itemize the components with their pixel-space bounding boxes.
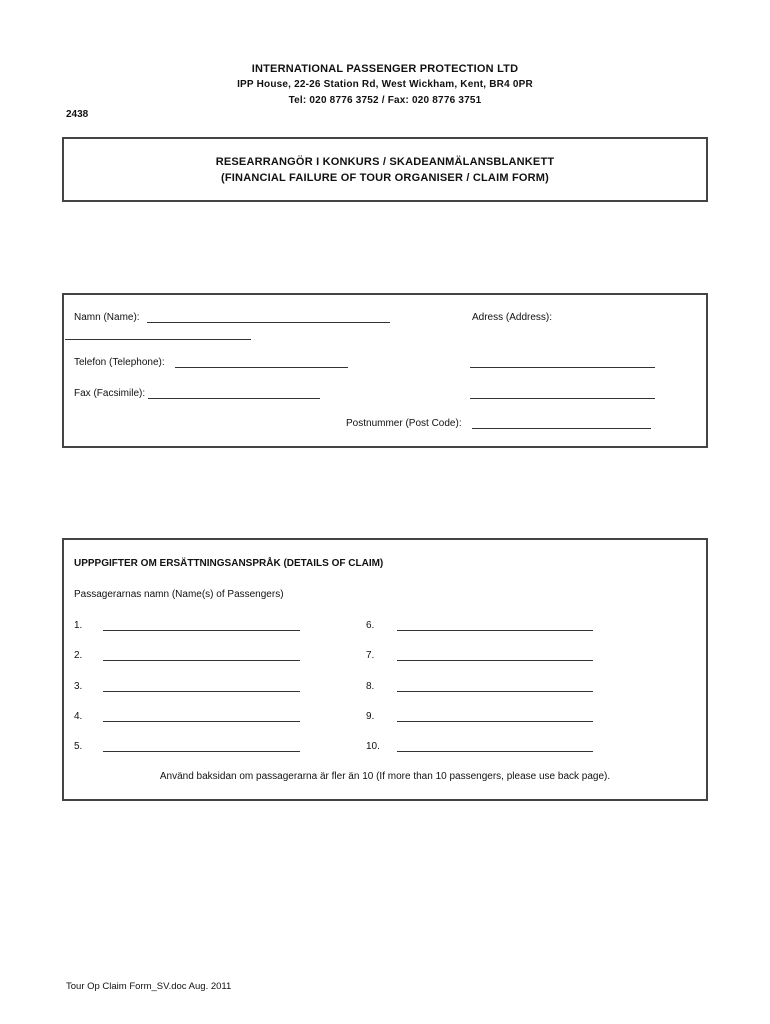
form-title-swedish: RESEARRANGÖR I KONKURS / SKADEANMÄLANSBLANKETT — [215, 156, 555, 168]
passenger-number: 1. — [74, 620, 83, 631]
passenger-name-field[interactable] — [397, 651, 593, 661]
back-page-note: Använd baksidan om passagerarna är fler än 10 (If more than 10 passengers, please use back page). — [159, 771, 611, 782]
passenger-number: 3. — [74, 681, 83, 692]
passenger-name-field[interactable] — [397, 621, 593, 631]
name-field[interactable] — [147, 313, 390, 323]
passenger-name-field[interactable] — [103, 742, 300, 752]
fax-field[interactable] — [148, 389, 320, 399]
passenger-number: 10. — [366, 741, 380, 752]
passenger-name-field[interactable] — [397, 712, 593, 722]
passenger-name-field[interactable] — [397, 742, 593, 752]
passenger-number: 5. — [74, 741, 83, 752]
passenger-number: 8. — [366, 681, 375, 692]
passengers-label: Passagerarnas namn (Name(s) of Passengers) — [74, 589, 284, 600]
form-number: 2438 — [66, 109, 89, 120]
telephone-field[interactable] — [175, 358, 348, 368]
address-field-1[interactable] — [470, 358, 655, 368]
postcode-label: Postnummer (Post Code): — [346, 418, 462, 429]
passenger-number: 6. — [366, 620, 375, 631]
claim-section-heading: UPPPGIFTER OM ERSÄTTNINGSANSPRÅK (DETAILS OF CLAIM) — [74, 558, 384, 569]
footer-filename: Tour Op Claim Form_SV.doc Aug. 2011 — [66, 981, 232, 992]
passenger-number: 2. — [74, 650, 83, 661]
postcode-field[interactable] — [472, 419, 651, 429]
passenger-number: 9. — [366, 711, 375, 722]
passenger-number: 4. — [74, 711, 83, 722]
address-label: Adress (Address): — [472, 312, 553, 323]
passenger-name-field[interactable] — [103, 682, 300, 692]
passenger-name-field[interactable] — [103, 621, 300, 631]
address-field-2[interactable] — [470, 389, 655, 399]
claim-details-box — [62, 538, 708, 801]
passenger-name-field[interactable] — [103, 712, 300, 722]
form-title-english: (FINANCIAL FAILURE OF TOUR ORGANISER / CLAIM FORM) — [221, 172, 549, 184]
telephone-label: Telefon (Telephone): — [74, 357, 165, 368]
company-address: IPP House, 22-26 Station Rd, West Wickham, Kent, BR4 0PR — [237, 79, 533, 90]
name-field-continuation[interactable] — [65, 330, 251, 340]
passenger-name-field[interactable] — [103, 651, 300, 661]
company-contact: Tel: 020 8776 3752 / Fax: 020 8776 3751 — [288, 95, 482, 106]
fax-label: Fax (Facsimile): — [74, 388, 146, 399]
passenger-name-field[interactable] — [397, 682, 593, 692]
name-label: Namn (Name): — [74, 312, 140, 323]
company-name: INTERNATIONAL PASSENGER PROTECTION LTD — [251, 63, 519, 75]
title-box — [62, 137, 708, 202]
passenger-number: 7. — [366, 650, 375, 661]
